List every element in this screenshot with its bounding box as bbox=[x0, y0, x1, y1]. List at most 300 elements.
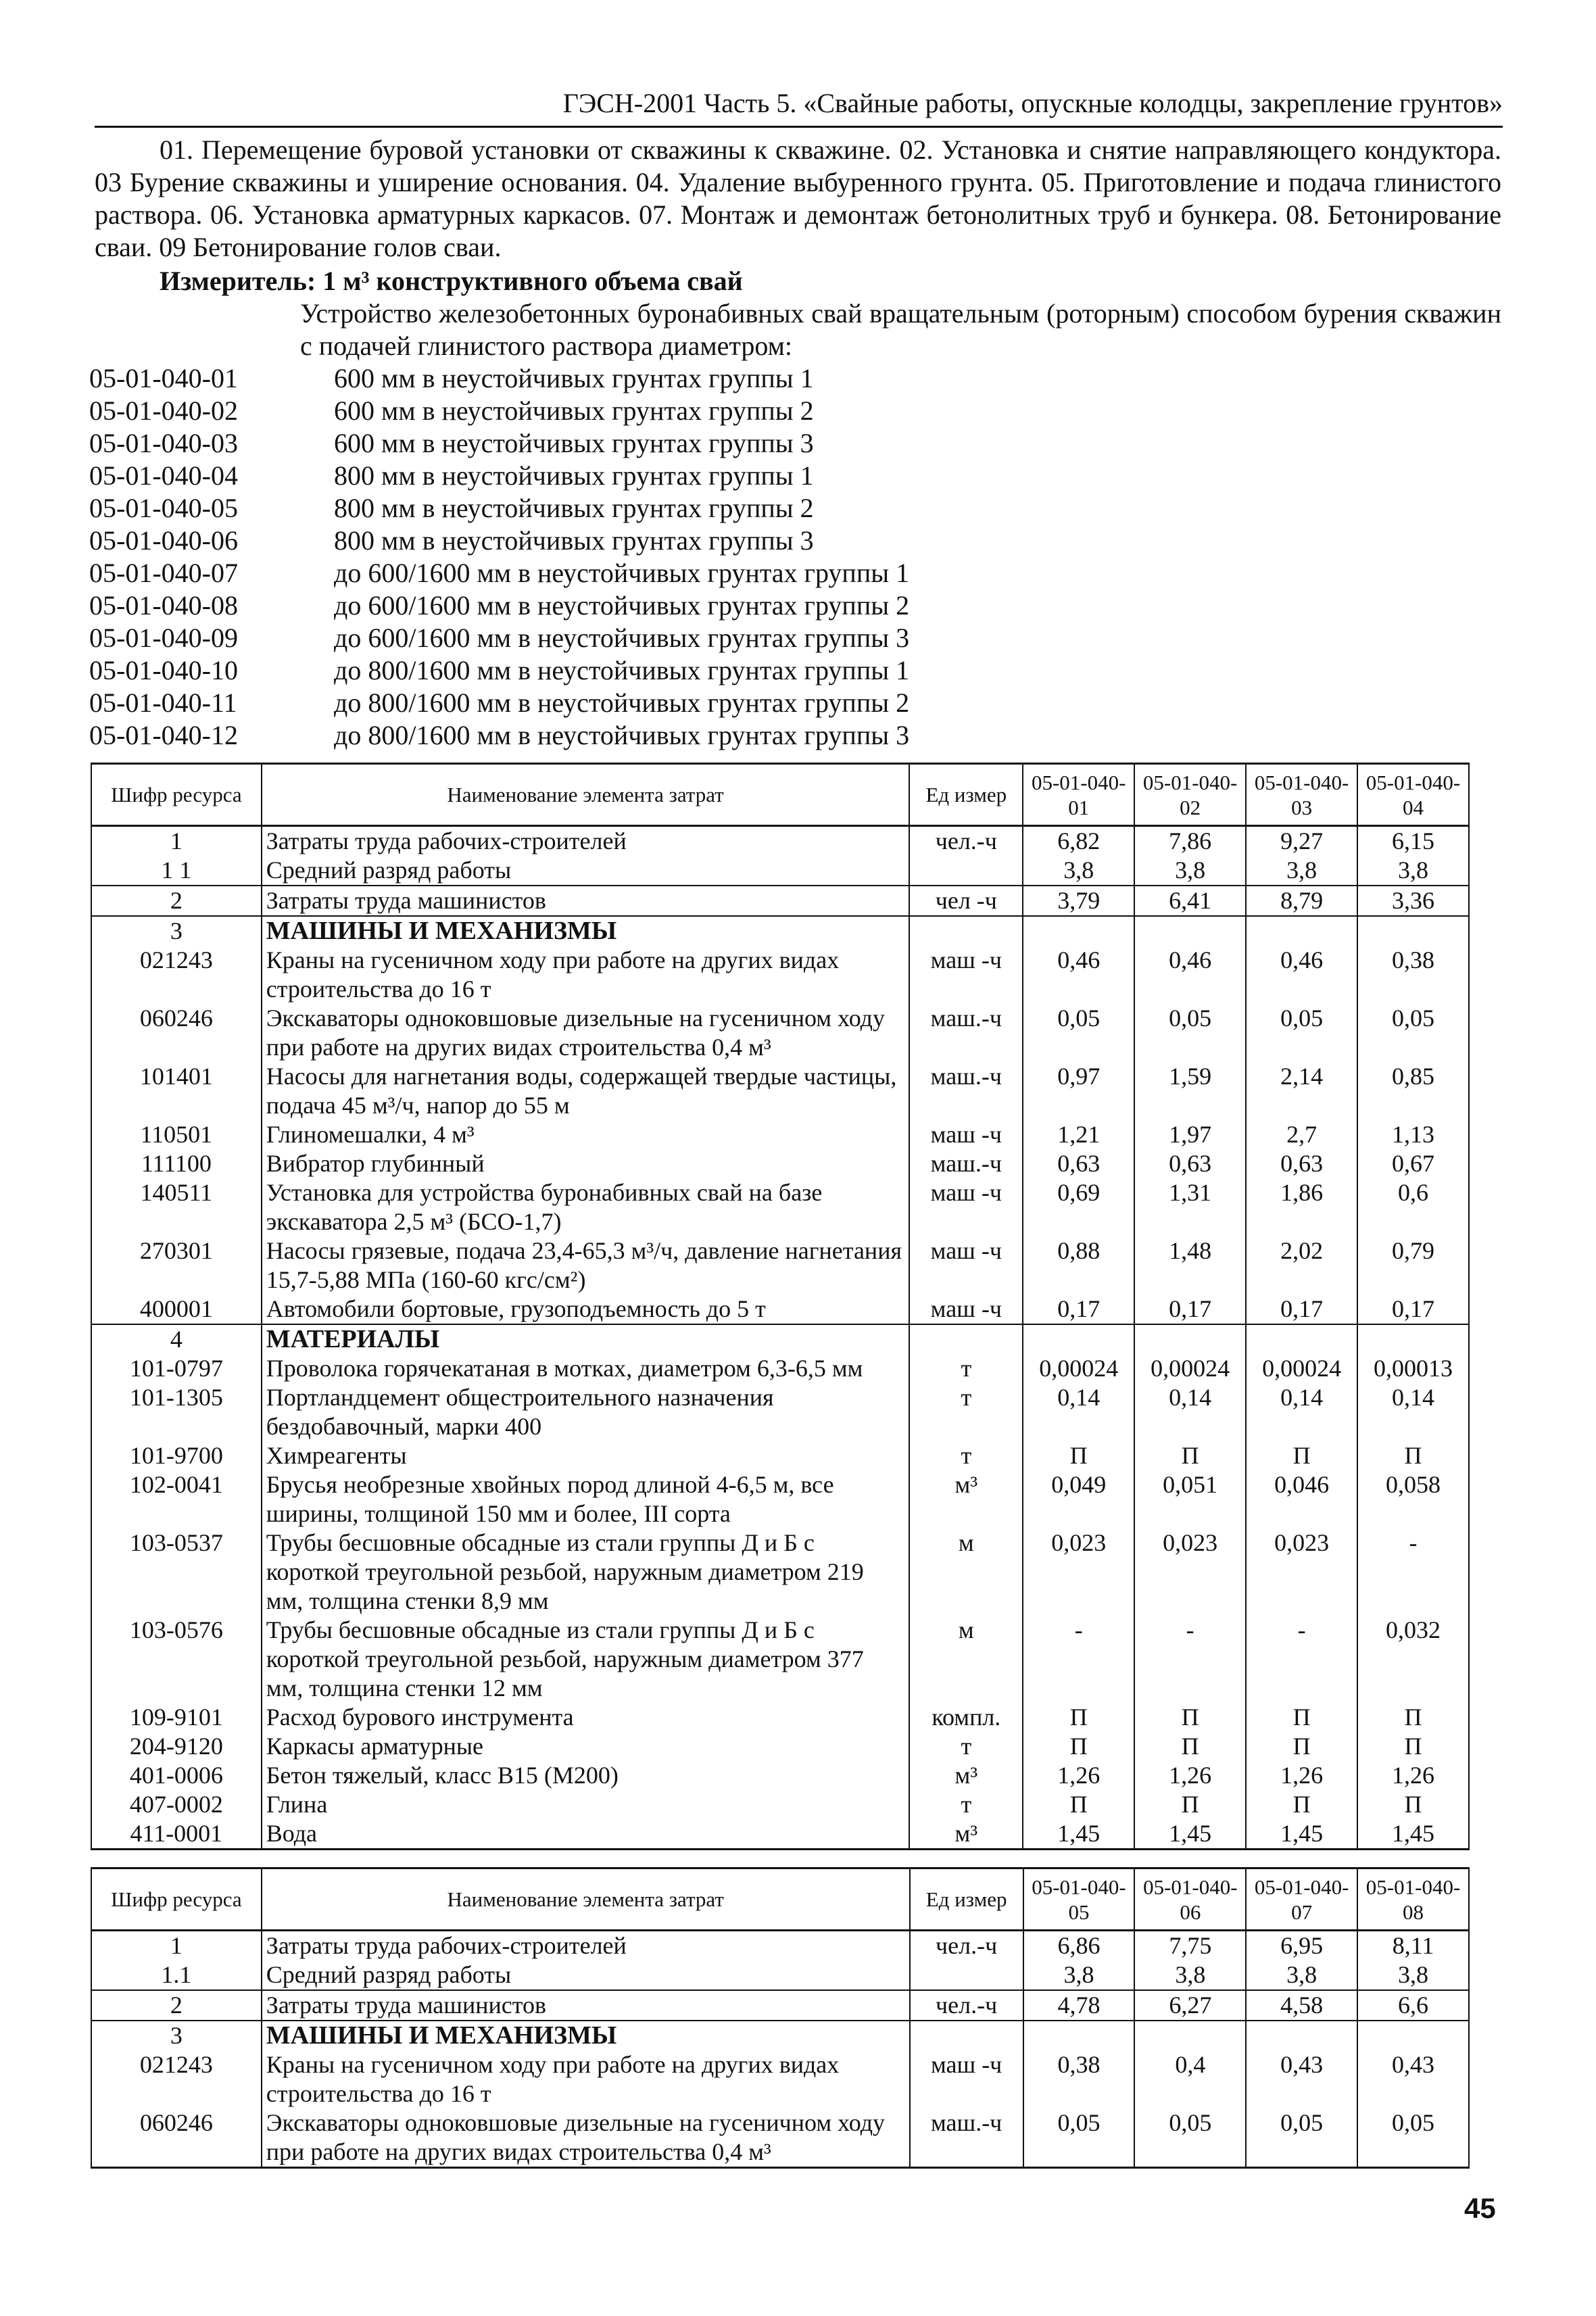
cell-resource-code: 101401 bbox=[91, 1062, 262, 1120]
cell-value: 0,14 bbox=[1357, 1383, 1469, 1441]
cell-value: П bbox=[1134, 1732, 1246, 1761]
cell-element-name: МАШИНЫ И МЕХАНИЗМЫ bbox=[262, 2021, 910, 2050]
measure-line bbox=[160, 265, 743, 297]
norm-description: 600 мм в неустойчивых грунтах группы 2 bbox=[334, 395, 814, 426]
cell-element-name: Краны на гусеничном ходу при работе на других видах строительства до 16 т bbox=[262, 946, 910, 1004]
cell-unit: чел -ч bbox=[909, 886, 1023, 916]
table-row bbox=[91, 1761, 1469, 1790]
cell-value: П bbox=[1134, 1441, 1246, 1470]
norm-code: 05-01-040-04 bbox=[89, 460, 238, 491]
cell-value: 0,023 bbox=[1134, 1528, 1246, 1616]
cell-value: П bbox=[1246, 1732, 1357, 1761]
table-row bbox=[91, 826, 1469, 857]
cell-value: - bbox=[1246, 1616, 1357, 1703]
cell-value bbox=[1246, 916, 1357, 946]
norm-code: 05-01-040-06 bbox=[89, 525, 238, 556]
code-list-item bbox=[89, 427, 1036, 460]
cell-resource-code: 400001 bbox=[91, 1295, 262, 1324]
cell-value: 1,26 bbox=[1023, 1761, 1134, 1790]
norm-code: 05-01-040-07 bbox=[89, 558, 238, 588]
cell-value: 6,82 bbox=[1023, 826, 1134, 857]
table-header-row bbox=[91, 1868, 1469, 1931]
cell-value: 0,17 bbox=[1023, 1295, 1134, 1324]
code-list-item bbox=[89, 654, 1036, 687]
header-norm-column: 05-01-040-03 bbox=[1246, 764, 1357, 826]
header-unit: Ед измер bbox=[910, 1868, 1023, 1931]
table-row bbox=[91, 1960, 1469, 1990]
cell-resource-code: 060246 bbox=[91, 1004, 262, 1062]
cell-value: 1,13 bbox=[1357, 1120, 1469, 1149]
cell-element-name: Портландцемент общестроительного назначения бездобавочный, марки 400 bbox=[262, 1383, 910, 1441]
header-norm-column: 05-01-040-07 bbox=[1246, 1868, 1357, 1931]
cell-element-name: Трубы бесшовные обсадные из стали группы Д и Б с короткой треугольной резьбой, наружным диаметром 219 мм, толщина стенки 8,9 мм bbox=[262, 1528, 910, 1616]
cell-unit: маш -ч bbox=[909, 1120, 1023, 1149]
cell-value: 3,8 bbox=[1023, 1960, 1135, 1990]
cell-resource-code: 103-0576 bbox=[91, 1616, 262, 1703]
cell-value bbox=[1357, 916, 1469, 946]
cell-resource-code: 101-1305 bbox=[91, 1383, 262, 1441]
cell-value: П bbox=[1246, 1790, 1357, 1819]
table-row bbox=[91, 886, 1469, 916]
cell-value bbox=[1357, 1324, 1469, 1354]
cell-value: 0,85 bbox=[1357, 1062, 1469, 1120]
cell-value: 0,051 bbox=[1134, 1470, 1246, 1528]
cell-value: 0,38 bbox=[1357, 946, 1469, 1004]
cell-element-name: МАШИНЫ И МЕХАНИЗМЫ bbox=[262, 916, 910, 946]
header-resource-code: Шифр ресурса bbox=[91, 764, 262, 826]
cell-value: 0,05 bbox=[1246, 1004, 1357, 1062]
cell-element-name: Бетон тяжелый, класс В15 (М200) bbox=[262, 1761, 910, 1790]
cell-value: 0,46 bbox=[1246, 946, 1357, 1004]
cell-value: 0,023 bbox=[1246, 1528, 1357, 1616]
cell-value: 1,86 bbox=[1246, 1178, 1357, 1236]
table-row bbox=[91, 1441, 1469, 1470]
cell-resource-code: 102-0041 bbox=[91, 1470, 262, 1528]
cell-value: 1,21 bbox=[1023, 1120, 1134, 1149]
header-norm-column: 05-01-040-05 bbox=[1023, 1868, 1135, 1931]
cell-value bbox=[1134, 1324, 1246, 1354]
cell-value: 1,31 bbox=[1134, 1178, 1246, 1236]
cell-value: 0,88 bbox=[1023, 1236, 1134, 1295]
cell-element-name: Средний разряд работы bbox=[262, 856, 910, 886]
cell-value: 0,046 bbox=[1246, 1470, 1357, 1528]
cell-element-name: Затраты труда машинистов bbox=[262, 1990, 910, 2021]
header-resource-code: Шифр ресурса bbox=[91, 1868, 262, 1931]
cell-value: 0,46 bbox=[1023, 946, 1134, 1004]
table-row bbox=[91, 2050, 1469, 2108]
cell-resource-code: 2 bbox=[91, 1990, 262, 2021]
norm-description: до 600/1600 мм в неустойчивых грунтах группы 3 bbox=[334, 623, 910, 653]
code-list-item bbox=[89, 589, 1036, 622]
table-row bbox=[91, 1178, 1469, 1236]
table-row bbox=[91, 946, 1469, 1004]
cell-value: П bbox=[1023, 1441, 1134, 1470]
cell-value bbox=[1023, 2021, 1135, 2050]
table-row bbox=[91, 1470, 1469, 1528]
cell-resource-code: 060246 bbox=[91, 2108, 262, 2168]
cell-value: П bbox=[1134, 1790, 1246, 1819]
code-list-item bbox=[89, 557, 1036, 589]
cell-value: 8,11 bbox=[1357, 1931, 1469, 1961]
cell-value: 4,78 bbox=[1023, 1990, 1135, 2021]
cell-unit: чел.-ч bbox=[909, 826, 1023, 857]
cell-value: 0,00024 bbox=[1246, 1354, 1357, 1383]
cell-resource-code: 021243 bbox=[91, 2050, 262, 2108]
cell-element-name: Вибратор глубинный bbox=[262, 1149, 910, 1178]
cell-resource-code: 1 bbox=[91, 1931, 262, 1961]
cell-resource-code: 2 bbox=[91, 886, 262, 916]
cell-unit: маш.-ч bbox=[909, 1004, 1023, 1062]
cell-value: 0,17 bbox=[1246, 1295, 1357, 1324]
cell-resource-code: 109-9101 bbox=[91, 1703, 262, 1732]
cell-value: 3,8 bbox=[1134, 856, 1246, 886]
cell-value: 1,48 bbox=[1134, 1236, 1246, 1295]
norm-code: 05-01-040-12 bbox=[89, 720, 238, 750]
cell-value: П bbox=[1023, 1790, 1134, 1819]
cell-value: П bbox=[1246, 1703, 1357, 1732]
cell-resource-code: 1 1 bbox=[91, 856, 262, 886]
cell-value: 3,8 bbox=[1134, 1960, 1246, 1990]
cell-resource-code: 140511 bbox=[91, 1178, 262, 1236]
cell-element-name: Автомобили бортовые, грузоподъемность до 5 т bbox=[262, 1295, 910, 1324]
cell-value: П bbox=[1357, 1732, 1469, 1761]
cell-value: 3,8 bbox=[1023, 856, 1134, 886]
table-section-row bbox=[91, 2021, 1469, 2050]
cell-element-name: Вода bbox=[262, 1819, 910, 1850]
header-norm-column: 05-01-040-04 bbox=[1357, 764, 1469, 826]
cell-element-name: Экскаваторы одноковшовые дизельные на гусеничном ходу при работе на других видах строительства 0,4 м³ bbox=[262, 1004, 910, 1062]
cell-value: П bbox=[1246, 1441, 1357, 1470]
cell-value: 0,63 bbox=[1246, 1149, 1357, 1178]
cell-value: 0,14 bbox=[1134, 1383, 1246, 1441]
cell-value: 0,00024 bbox=[1023, 1354, 1134, 1383]
resource-table-1 bbox=[91, 763, 1470, 1850]
cell-unit bbox=[909, 1324, 1023, 1354]
code-list-item bbox=[89, 460, 1036, 492]
cell-value: П bbox=[1023, 1703, 1134, 1732]
cell-element-name: МАТЕРИАЛЫ bbox=[262, 1324, 910, 1354]
cell-unit: маш -ч bbox=[909, 1178, 1023, 1236]
table-row bbox=[91, 1990, 1469, 2021]
norm-description: 800 мм в неустойчивых грунтах группы 1 bbox=[334, 460, 814, 491]
cell-value: П bbox=[1357, 1703, 1469, 1732]
cell-value: 0,4 bbox=[1134, 2050, 1246, 2108]
cell-unit bbox=[910, 2021, 1023, 2050]
header-unit: Ед измер bbox=[909, 764, 1023, 826]
cell-unit: м³ bbox=[909, 1470, 1023, 1528]
cell-resource-code: 1 bbox=[91, 826, 262, 857]
cell-value: 0,049 bbox=[1023, 1470, 1134, 1528]
cell-value: 0,69 bbox=[1023, 1178, 1134, 1236]
cell-value: П bbox=[1357, 1441, 1469, 1470]
cell-element-name: Глиномешалки, 4 м³ bbox=[262, 1120, 910, 1149]
cell-resource-code: 3 bbox=[91, 916, 262, 946]
table-row bbox=[91, 1295, 1469, 1324]
cell-value: 1,26 bbox=[1246, 1761, 1357, 1790]
cell-value: 0,14 bbox=[1023, 1383, 1134, 1441]
cell-resource-code: 101-0797 bbox=[91, 1354, 262, 1383]
cell-element-name: Каркасы арматурные bbox=[262, 1732, 910, 1761]
cell-element-name: Глина bbox=[262, 1790, 910, 1819]
cell-value: 6,6 bbox=[1357, 1990, 1469, 2021]
cell-resource-code: 103-0537 bbox=[91, 1528, 262, 1616]
code-list-item bbox=[89, 492, 1036, 525]
cell-unit: маш -ч bbox=[909, 1236, 1023, 1295]
cell-value: 7,86 bbox=[1134, 826, 1246, 857]
cell-element-name: Проволока горячекатаная в мотках, диаметром 6,3-6,5 мм bbox=[262, 1354, 910, 1383]
cell-resource-code: 111100 bbox=[91, 1149, 262, 1178]
table-row bbox=[91, 1354, 1469, 1383]
table-row bbox=[91, 1004, 1469, 1062]
cell-value: 0,63 bbox=[1023, 1149, 1134, 1178]
norm-code: 05-01-040-11 bbox=[89, 687, 237, 718]
cell-element-name: Затраты труда машинистов bbox=[262, 886, 910, 916]
cell-value: 2,14 bbox=[1246, 1062, 1357, 1120]
cell-value: 0,05 bbox=[1246, 2108, 1357, 2168]
cell-value: 0,14 bbox=[1246, 1383, 1357, 1441]
cell-value: 0,43 bbox=[1246, 2050, 1357, 2108]
cell-unit: м³ bbox=[909, 1761, 1023, 1790]
cell-value: 9,27 bbox=[1246, 826, 1357, 857]
cell-value: 2,7 bbox=[1246, 1120, 1357, 1149]
norm-code: 05-01-040-09 bbox=[89, 623, 238, 653]
table-row bbox=[91, 1528, 1469, 1616]
cell-value: 0,43 bbox=[1357, 2050, 1469, 2108]
table-row bbox=[91, 1703, 1469, 1732]
section-title: Устройство железобетонных буронабивных свай вращательным (роторным) способом бурения скважин с подачей глинистого раствора диаметром: bbox=[300, 298, 1501, 361]
cell-element-name: Трубы бесшовные обсадные из стали группы Д и Б с короткой треугольной резьбой, наружным диаметром 377 мм, толщина стенки 12 мм bbox=[262, 1616, 910, 1703]
cell-unit: м³ bbox=[909, 1819, 1023, 1850]
cell-value: 6,41 bbox=[1134, 886, 1246, 916]
header-element-name: Наименование элемента затрат bbox=[262, 1868, 910, 1931]
cell-value: 0,97 bbox=[1023, 1062, 1134, 1120]
table-row bbox=[91, 856, 1469, 886]
cell-unit: чел.-ч bbox=[910, 1931, 1023, 1961]
cell-value: 1,59 bbox=[1134, 1062, 1246, 1120]
code-list-item bbox=[89, 395, 1036, 427]
cell-resource-code: 110501 bbox=[91, 1120, 262, 1149]
cell-element-name: Установка для устройства буронабивных свай на базе экскаватора 2,5 м³ (БСО-1,7) bbox=[262, 1178, 910, 1236]
cell-value: 3,36 bbox=[1357, 886, 1469, 916]
cell-resource-code: 407-0002 bbox=[91, 1790, 262, 1819]
cell-value bbox=[1134, 916, 1246, 946]
cell-value: 0,058 bbox=[1357, 1470, 1469, 1528]
norm-description: до 600/1600 мм в неустойчивых грунтах группы 1 bbox=[334, 558, 910, 588]
table-row bbox=[91, 1931, 1469, 1961]
cell-value: 0,023 bbox=[1023, 1528, 1134, 1616]
cell-value: 6,86 bbox=[1023, 1931, 1135, 1961]
cell-value: 3,8 bbox=[1246, 1960, 1357, 1990]
cell-element-name: Затраты труда рабочих-строителей bbox=[262, 1931, 910, 1961]
cell-resource-code: 101-9700 bbox=[91, 1441, 262, 1470]
cell-unit: маш -ч bbox=[909, 1295, 1023, 1324]
resource-table-2 bbox=[91, 1867, 1470, 2169]
cell-value: 0,79 bbox=[1357, 1236, 1469, 1295]
norm-description: до 600/1600 мм в неустойчивых грунтах группы 2 bbox=[334, 590, 910, 621]
cell-value: 3,79 bbox=[1023, 886, 1134, 916]
cell-value bbox=[1357, 2021, 1469, 2050]
cell-value bbox=[1246, 1324, 1357, 1354]
cell-value: П bbox=[1134, 1703, 1246, 1732]
cell-unit: маш -ч bbox=[909, 946, 1023, 1004]
cell-unit: компл. bbox=[909, 1703, 1023, 1732]
table-header-row bbox=[91, 764, 1469, 826]
cell-resource-code: 270301 bbox=[91, 1236, 262, 1295]
cell-unit: м bbox=[909, 1528, 1023, 1616]
cell-value bbox=[1134, 2021, 1246, 2050]
cell-element-name: Насосы грязевые, подача 23,4-65,3 м³/ч, давление нагнетания 15,7-5,88 МПа (160-60 кгс/см²) bbox=[262, 1236, 910, 1295]
cell-value: 7,75 bbox=[1134, 1931, 1246, 1961]
cell-unit: чел.-ч bbox=[910, 1990, 1023, 2021]
cell-element-name: Средний разряд работы bbox=[262, 1960, 910, 1990]
cell-value: 0,00024 bbox=[1134, 1354, 1246, 1383]
norm-description: 800 мм в неустойчивых грунтах группы 3 bbox=[334, 525, 814, 556]
code-list-item bbox=[89, 622, 1036, 654]
cell-value: 4,58 bbox=[1246, 1990, 1357, 2021]
cell-value: 0,63 bbox=[1134, 1149, 1246, 1178]
table-row bbox=[91, 1732, 1469, 1761]
cell-unit: маш.-ч bbox=[909, 1062, 1023, 1120]
cell-resource-code: 021243 bbox=[91, 946, 262, 1004]
code-list bbox=[89, 362, 1036, 752]
cell-value: 8,79 bbox=[1246, 886, 1357, 916]
header-norm-column: 05-01-040-06 bbox=[1134, 1868, 1246, 1931]
header-norm-column: 05-01-040-02 bbox=[1134, 764, 1246, 826]
cell-value: 0,05 bbox=[1134, 1004, 1246, 1062]
cell-unit: т bbox=[909, 1354, 1023, 1383]
table-row bbox=[91, 2108, 1469, 2168]
cell-unit bbox=[910, 1960, 1023, 1990]
cell-element-name: Расход бурового инструмента bbox=[262, 1703, 910, 1732]
cell-value bbox=[1023, 1324, 1134, 1354]
norm-description: до 800/1600 мм в неустойчивых грунтах группы 3 bbox=[334, 720, 910, 750]
cell-value: 6,15 bbox=[1357, 826, 1469, 857]
cell-value bbox=[1023, 916, 1134, 946]
norm-code: 05-01-040-08 bbox=[89, 590, 238, 621]
work-composition-paragraph: 01. Перемещение буровой установки от скважины к скважине. 02. Установка и снятие направляющего кондуктора. 03 Бурение скважины и уширение основания. 04. Удаление выбуренного грунта. 05. Приготовление и подача глинистого раствора. 06. Установка арматурных каркасов. 07. Монтаж и демонтаж бетонолитных труб и бункера. 08. Бетонирование сваи. 09 Бетонирование голов сваи. bbox=[95, 135, 1501, 262]
cell-value: 0,00013 bbox=[1357, 1354, 1469, 1383]
code-list-item bbox=[89, 362, 1036, 395]
cell-value: 0,6 bbox=[1357, 1178, 1469, 1236]
norm-description: до 800/1600 мм в неустойчивых грунтах группы 2 bbox=[334, 687, 910, 718]
norm-description: до 800/1600 мм в неустойчивых грунтах группы 1 bbox=[334, 655, 910, 685]
header-norm-column: 05-01-040-08 bbox=[1357, 1868, 1469, 1931]
cell-unit: маш.-ч bbox=[909, 1149, 1023, 1178]
table-row bbox=[91, 1062, 1469, 1120]
cell-value: 3,8 bbox=[1357, 856, 1469, 886]
norm-code: 05-01-040-03 bbox=[89, 428, 238, 458]
cell-value: 1,97 bbox=[1134, 1120, 1246, 1149]
table-row bbox=[91, 1120, 1469, 1149]
table-row bbox=[91, 1616, 1469, 1703]
cell-unit: м bbox=[909, 1616, 1023, 1703]
cell-value: 1,26 bbox=[1134, 1761, 1246, 1790]
cell-unit: т bbox=[909, 1383, 1023, 1441]
cell-unit bbox=[909, 916, 1023, 946]
cell-value: 0,46 bbox=[1134, 946, 1246, 1004]
cell-value: П bbox=[1023, 1732, 1134, 1761]
measure-value: 1 м³ конструктивного объема свай bbox=[322, 266, 743, 296]
header-norm-column: 05-01-040-01 bbox=[1023, 764, 1134, 826]
cell-element-name: Химреагенты bbox=[262, 1441, 910, 1470]
cell-value bbox=[1246, 2021, 1357, 2050]
cell-unit: т bbox=[909, 1732, 1023, 1761]
cell-value: 0,032 bbox=[1357, 1616, 1469, 1703]
cell-value: 6,27 bbox=[1134, 1990, 1246, 2021]
running-header: ГЭСН-2001 Часть 5. «Свайные работы, опускные колодцы, закрепление грунтов» bbox=[562, 88, 1503, 118]
code-list-item bbox=[89, 719, 1036, 752]
cell-value: 0,05 bbox=[1357, 2108, 1469, 2168]
norm-description: 600 мм в неустойчивых грунтах группы 1 bbox=[334, 363, 814, 393]
table-row bbox=[91, 1819, 1469, 1850]
cell-element-name: Экскаваторы одноковшовые дизельные на гусеничном ходу при работе на других видах строительства 0,4 м³ bbox=[262, 2108, 910, 2168]
cell-unit bbox=[909, 856, 1023, 886]
cell-element-name: Насосы для нагнетания воды, содержащей твердые частицы, подача 45 м³/ч, напор до 55 м bbox=[262, 1062, 910, 1120]
cell-value: 1,45 bbox=[1134, 1819, 1246, 1850]
table-row bbox=[91, 1149, 1469, 1178]
table-row bbox=[91, 1383, 1469, 1441]
cell-unit: т bbox=[909, 1441, 1023, 1470]
cell-value: 0,05 bbox=[1023, 2108, 1135, 2168]
cell-value: 0,17 bbox=[1357, 1295, 1469, 1324]
cell-unit: маш.-ч bbox=[910, 2108, 1023, 2168]
cell-resource-code: 3 bbox=[91, 2021, 262, 2050]
cell-value: 0,67 bbox=[1357, 1149, 1469, 1178]
norm-code: 05-01-040-10 bbox=[89, 655, 238, 685]
cell-value: 2,02 bbox=[1246, 1236, 1357, 1295]
cell-value: 0,05 bbox=[1134, 2108, 1246, 2168]
cell-value: - bbox=[1357, 1528, 1469, 1616]
cell-resource-code: 411-0001 bbox=[91, 1819, 262, 1850]
table-row bbox=[91, 1790, 1469, 1819]
cell-value: 3,8 bbox=[1246, 856, 1357, 886]
cell-resource-code: 204-9120 bbox=[91, 1732, 262, 1761]
cell-unit: т bbox=[909, 1790, 1023, 1819]
page-number: 45 bbox=[1464, 2192, 1496, 2224]
cell-resource-code: 1.1 bbox=[91, 1960, 262, 1990]
cell-value: 1,26 bbox=[1357, 1761, 1469, 1790]
table-section-row bbox=[91, 1324, 1469, 1354]
header-rule bbox=[95, 126, 1503, 128]
norm-description: 800 мм в неустойчивых грунтах группы 2 bbox=[334, 493, 814, 523]
cell-value: П bbox=[1357, 1790, 1469, 1819]
cell-value: 1,45 bbox=[1246, 1819, 1357, 1850]
cell-value: 0,05 bbox=[1023, 1004, 1134, 1062]
cell-value: - bbox=[1023, 1616, 1134, 1703]
cell-resource-code: 401-0006 bbox=[91, 1761, 262, 1790]
norm-code: 05-01-040-05 bbox=[89, 493, 238, 523]
cell-value: 3,8 bbox=[1357, 1960, 1469, 1990]
cell-element-name: Брусья необрезные хвойных пород длиной 4-6,5 м, все ширины, толщиной 150 мм и более, III сорта bbox=[262, 1470, 910, 1528]
cell-value: 1,45 bbox=[1023, 1819, 1134, 1850]
norm-description: 600 мм в неустойчивых грунтах группы 3 bbox=[334, 428, 814, 458]
cell-value: 0,17 bbox=[1134, 1295, 1246, 1324]
cell-resource-code: 4 bbox=[91, 1324, 262, 1354]
code-list-item bbox=[89, 687, 1036, 719]
measure-label: Измеритель: bbox=[160, 266, 316, 296]
cell-unit: маш -ч bbox=[910, 2050, 1023, 2108]
table-section-row bbox=[91, 916, 1469, 946]
table-row bbox=[91, 1236, 1469, 1295]
cell-element-name: Затраты труда рабочих-строителей bbox=[262, 826, 910, 857]
cell-value: - bbox=[1134, 1616, 1246, 1703]
cell-element-name: Краны на гусеничном ходу при работе на других видах строительства до 16 т bbox=[262, 2050, 910, 2108]
cell-value: 0,38 bbox=[1023, 2050, 1135, 2108]
norm-code: 05-01-040-02 bbox=[89, 395, 238, 426]
cell-value: 1,45 bbox=[1357, 1819, 1469, 1850]
cell-value: 0,05 bbox=[1357, 1004, 1469, 1062]
norm-code: 05-01-040-01 bbox=[89, 363, 238, 393]
